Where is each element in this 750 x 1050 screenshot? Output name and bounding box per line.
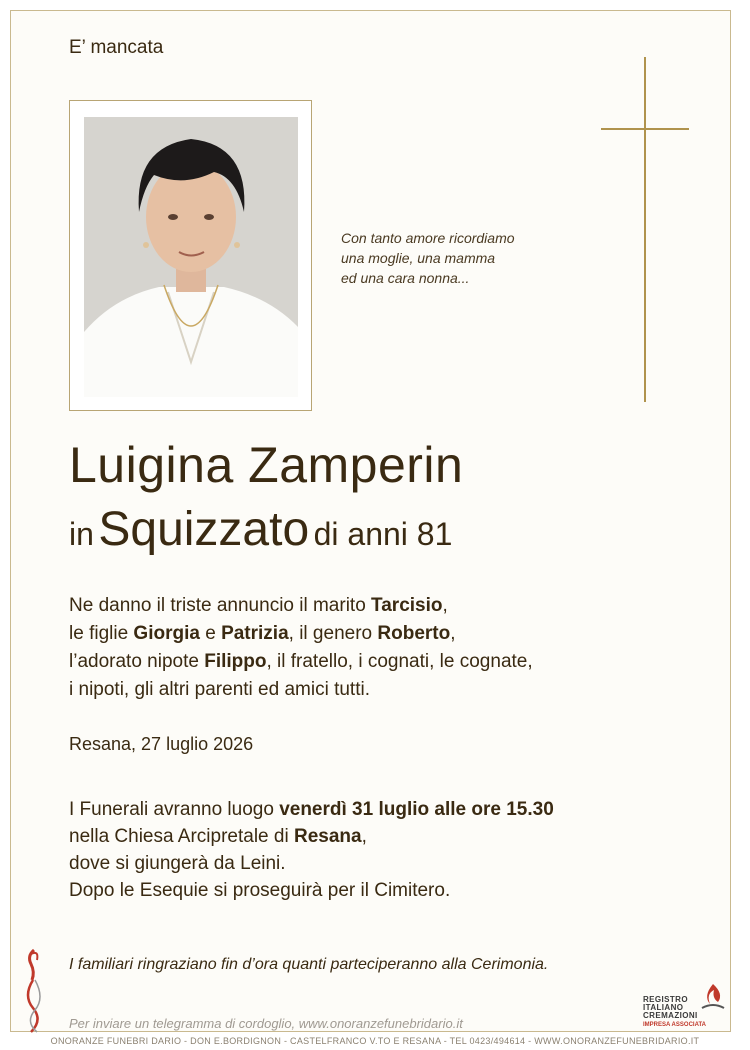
funeral-line: dove si giungerà da Leini. (69, 853, 286, 874)
cross-vertical (644, 57, 646, 402)
portrait-frame (69, 100, 312, 411)
thanks-text: I familiari ringraziano fin d’ora quanti parteciperanno alla Cerimonia. (69, 956, 549, 973)
registry-tag: IMPRESA ASSOCIATA (643, 1022, 707, 1028)
place-date: Resana, 27 luglio 2026 (69, 734, 254, 754)
announcement-line: l’adorato nipote Filippo, il fratello, i cognati, le cognate, (69, 651, 533, 672)
telegram-link[interactable]: Per inviare un telegramma di cordoglio, www.onoranzefunebridario.it (69, 1016, 463, 1031)
quote-line: una moglie, una mamma (341, 250, 496, 266)
deceased-subname (69, 502, 452, 557)
quote-line: Con tanto amore ricordiamo (341, 230, 515, 246)
registry-logo-text: REGISTRO ITALIANO CREMAZIONI (643, 995, 698, 1020)
funeral-line: nella Chiesa Arcipretale di Resana, (69, 826, 367, 847)
name-prefix: in (69, 516, 94, 552)
flame-icon (698, 982, 728, 1012)
announcement-line: le figlie Giorgia e Patrizia, il genero Roberto, (69, 623, 456, 644)
announcement-line: Ne danno il triste annuncio il marito Tarcisio, (69, 595, 448, 616)
announcement (69, 592, 533, 704)
age-text: di anni 81 (313, 516, 453, 552)
footer-contact: ONORANZE FUNEBRI DARIO - DON E.BORDIGNON - CASTELFRANCO V.TO E RESANA - TEL 0423/494614 - WWW.ONORANZEFUNEBRIDARIO.IT (50, 1036, 700, 1046)
funeral-line: I Funerali avranno luogo venerdì 31 luglio alle ore 15.30 (69, 799, 554, 820)
deceased-name: Luigina Zamperin (69, 437, 464, 493)
ribbon-icon (19, 946, 49, 1034)
portrait-illustration (84, 117, 298, 397)
memorial-quote (341, 228, 515, 288)
cross-horizontal (601, 128, 689, 130)
quote-line: ed una cara nonna... (341, 270, 470, 286)
registry-logo (640, 982, 732, 1030)
funeral-line: Dopo le Esequie si proseguirà per il Cimitero. (69, 880, 451, 901)
married-name: Squizzato (98, 503, 310, 556)
announcement-line: i nipoti, gli altri parenti ed amici tutti. (69, 679, 370, 700)
portrait-photo (84, 117, 298, 397)
funeral-details (69, 796, 554, 904)
intro-text: E’ mancata (69, 37, 164, 58)
